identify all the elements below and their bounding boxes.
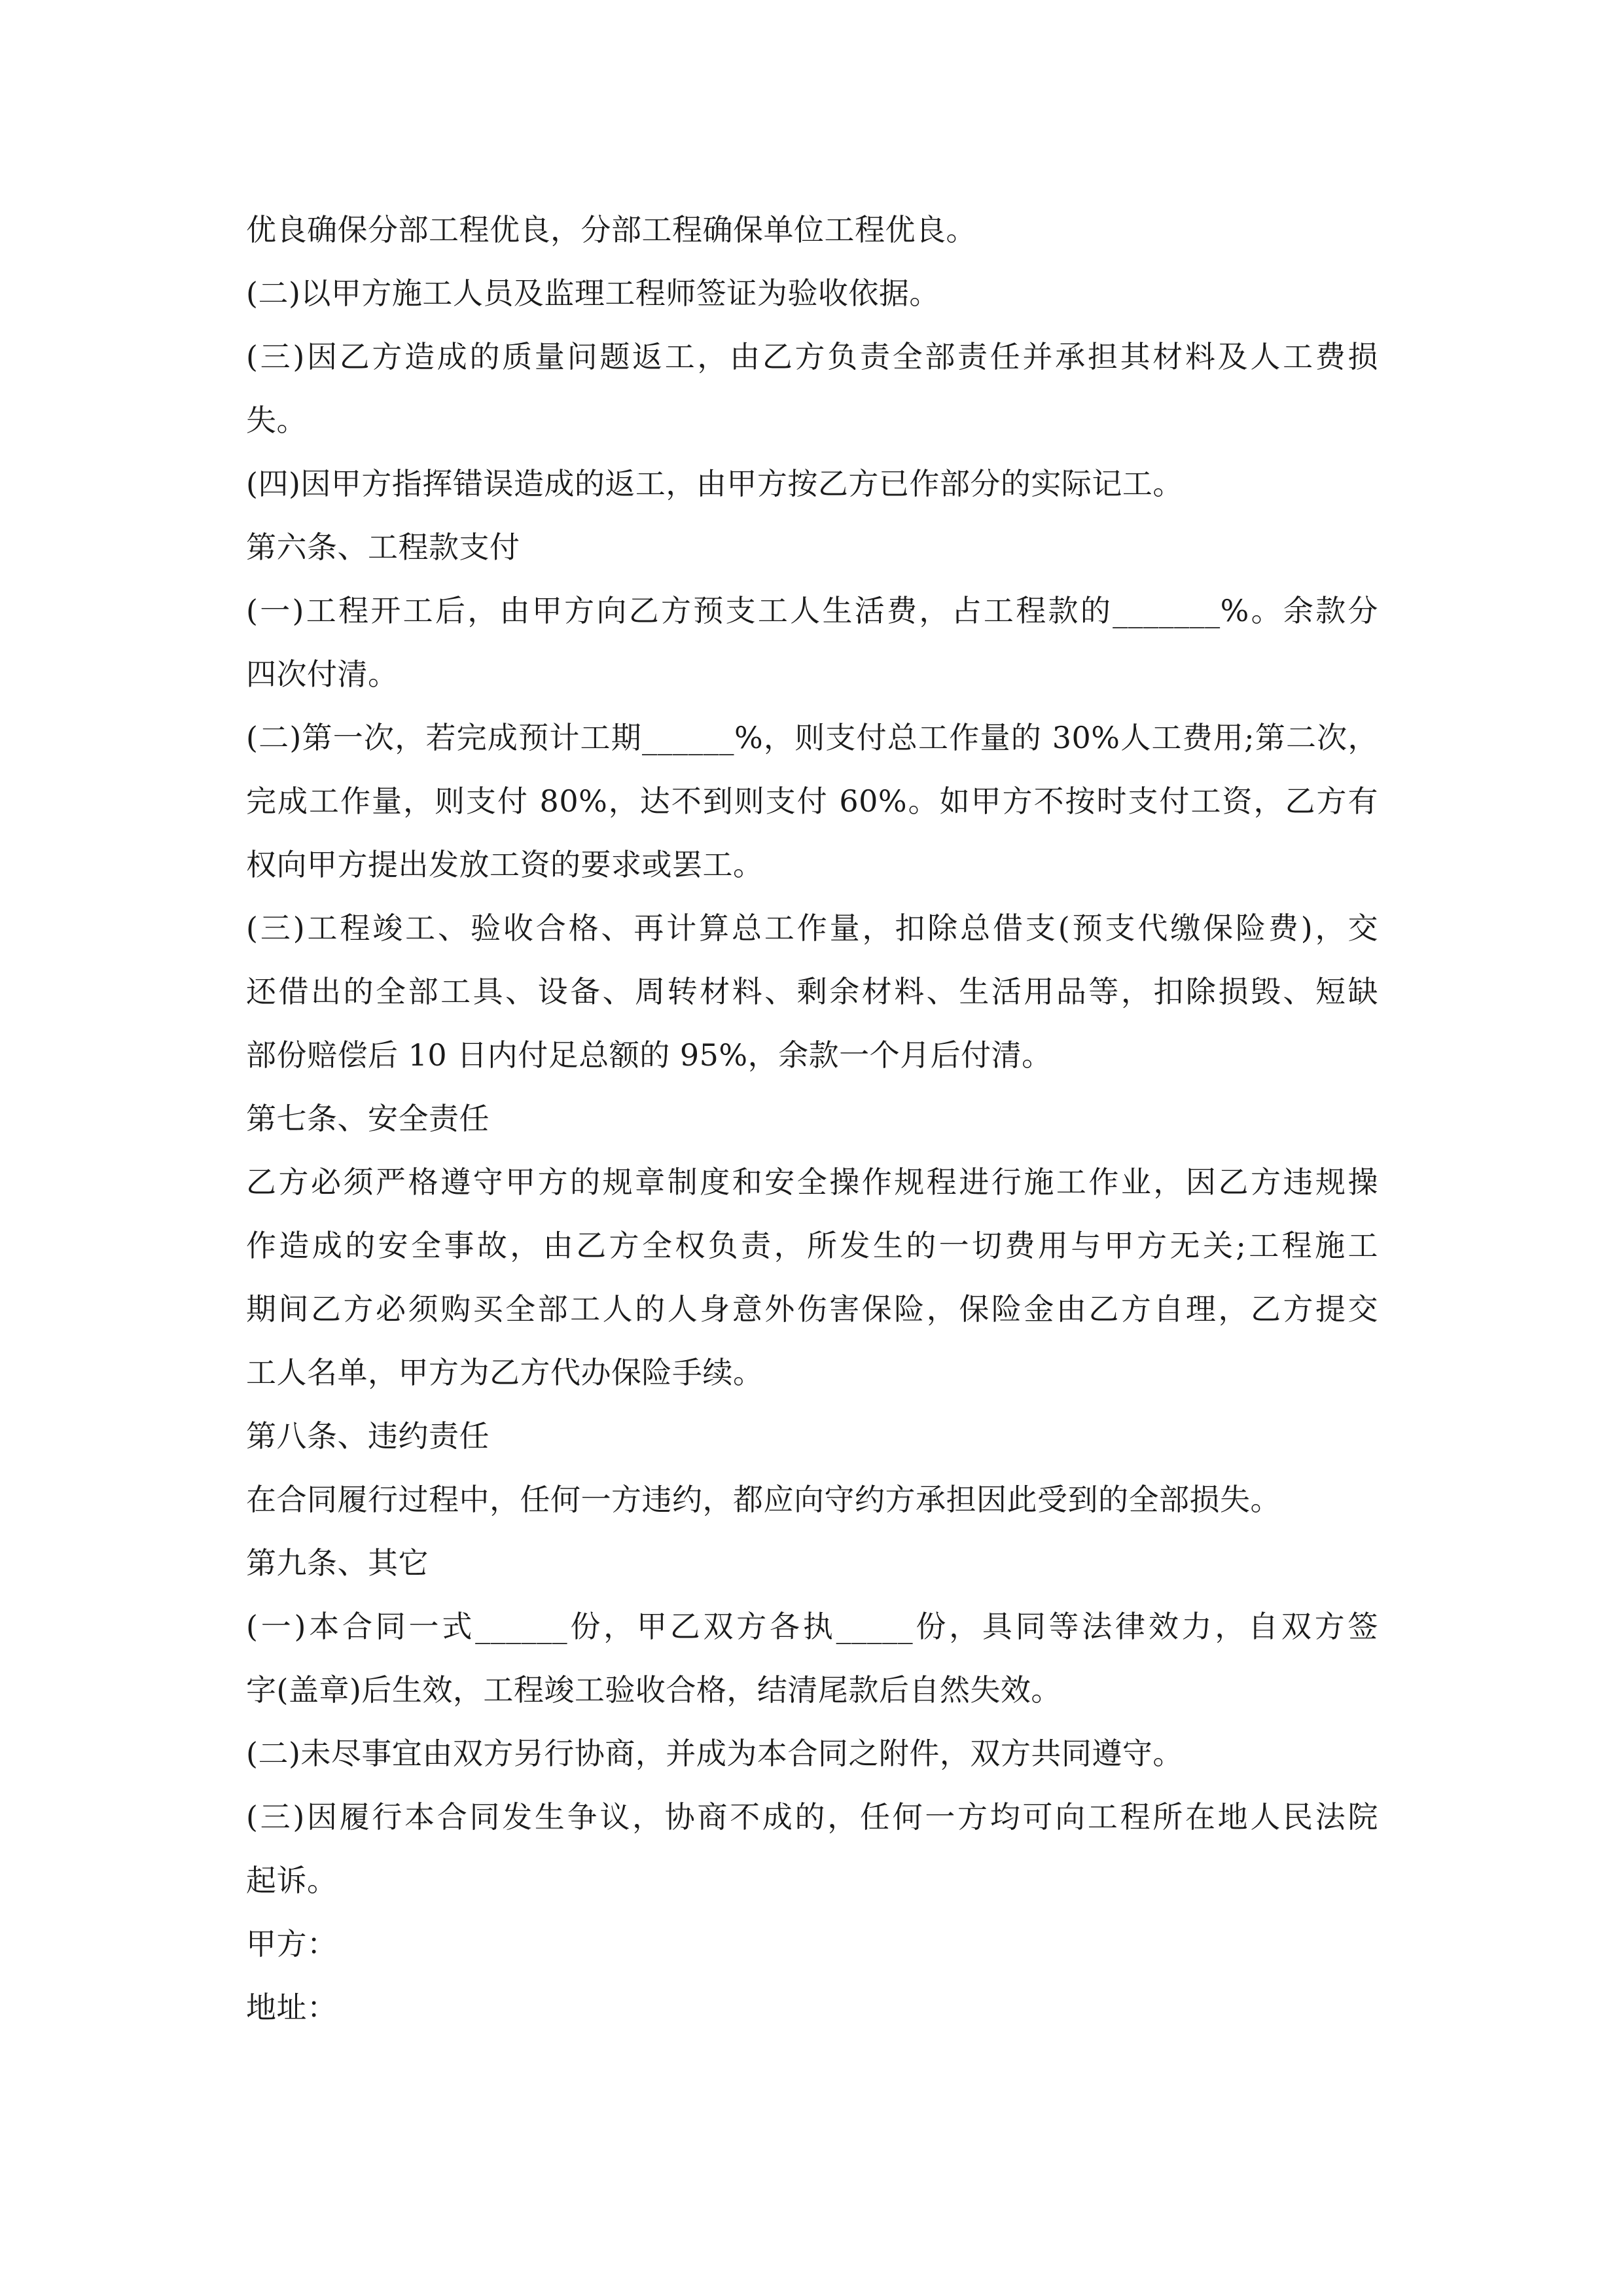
paragraph-line: 四次付清。	[246, 656, 399, 692]
paragraph-line: (一)工程开工后，由甲方向乙方预支工人生活费，占工程款的_______%。余款分	[246, 593, 1378, 628]
paragraph-line: 第六条、工程款支付	[246, 529, 520, 565]
paragraph-line: (二)未尽事宜由双方另行协商，并成为本合同之附件，双方共同遵守。	[246, 1736, 1183, 1771]
paragraph-line: 字(盖章)后生效，工程竣工验收合格，结清尾款后自然失效。	[246, 1672, 1061, 1708]
paragraph-line: 乙方必须严格遵守甲方的规章制度和安全操作规程进行施工作业，因乙方违规操	[246, 1164, 1378, 1200]
paragraph-line: 部份赔偿后 10 日内付足总额的 95%，余款一个月后付清。	[246, 1037, 1052, 1073]
paragraph-line: 完成工作量，则支付 80%，达不到则支付 60%。如甲方不按时支付工资，乙方有	[246, 783, 1378, 819]
paragraph-line: 工人名单，甲方为乙方代办保险手续。	[246, 1355, 764, 1390]
paragraph-line: 作造成的安全事故，由乙方全权负责，所发生的一切费用与甲方无关;工程施工	[246, 1228, 1378, 1263]
paragraph-line: (三)因履行本合同发生争议，协商不成的，任何一方均可向工程所在地人民法院	[246, 1799, 1378, 1835]
paragraph-line: (三)工程竣工、验收合格、再计算总工作量，扣除总借支(预支代缴保险费)，交	[246, 910, 1378, 946]
paragraph-line: 第八条、违约责任	[246, 1418, 490, 1454]
paragraph-line: 第九条、其它	[246, 1545, 429, 1581]
paragraph-line: (二)以甲方施工人员及监理工程师签证为验收依据。	[246, 276, 940, 311]
paragraph-line: 权向甲方提出发放工资的要求或罢工。	[246, 847, 764, 882]
paragraph-line: (一)本合同一式______份，甲乙双方各执_____份，具同等法律效力，自双方签	[246, 1609, 1378, 1644]
paragraph-line: (三)因乙方造成的质量问题返工，由乙方负责全部责任并承担其材料及人工费损	[246, 339, 1378, 374]
paragraph-line: (二)第一次，若完成预计工期______%，则支付总工作量的 30%人工费用;第二次，	[246, 720, 1378, 755]
paragraph-line: 第七条、安全责任	[246, 1101, 490, 1136]
paragraph-line: (四)因甲方指挥错误造成的返工，由甲方按乙方已作部分的实际记工。	[246, 466, 1183, 501]
paragraph-line: 甲方：	[246, 1926, 338, 1962]
document-body	[246, 198, 1378, 2039]
paragraph-line: 失。	[246, 403, 307, 438]
paragraph-line: 优良确保分部工程优良，分部工程确保单位工程优良。	[246, 212, 976, 247]
paragraph-line: 在合同履行过程中，任何一方违约，都应向守约方承担因此受到的全部损失。	[246, 1482, 1281, 1517]
paragraph-line: 期间乙方必须购买全部工人的人身意外伤害保险，保险金由乙方自理，乙方提交	[246, 1291, 1378, 1327]
paragraph-line: 地址：	[246, 1990, 338, 2025]
paragraph-line: 还借出的全部工具、设备、周转材料、剩余材料、生活用品等，扣除损毁、短缺	[246, 974, 1378, 1009]
paragraph-line: 起诉。	[246, 1863, 338, 1898]
